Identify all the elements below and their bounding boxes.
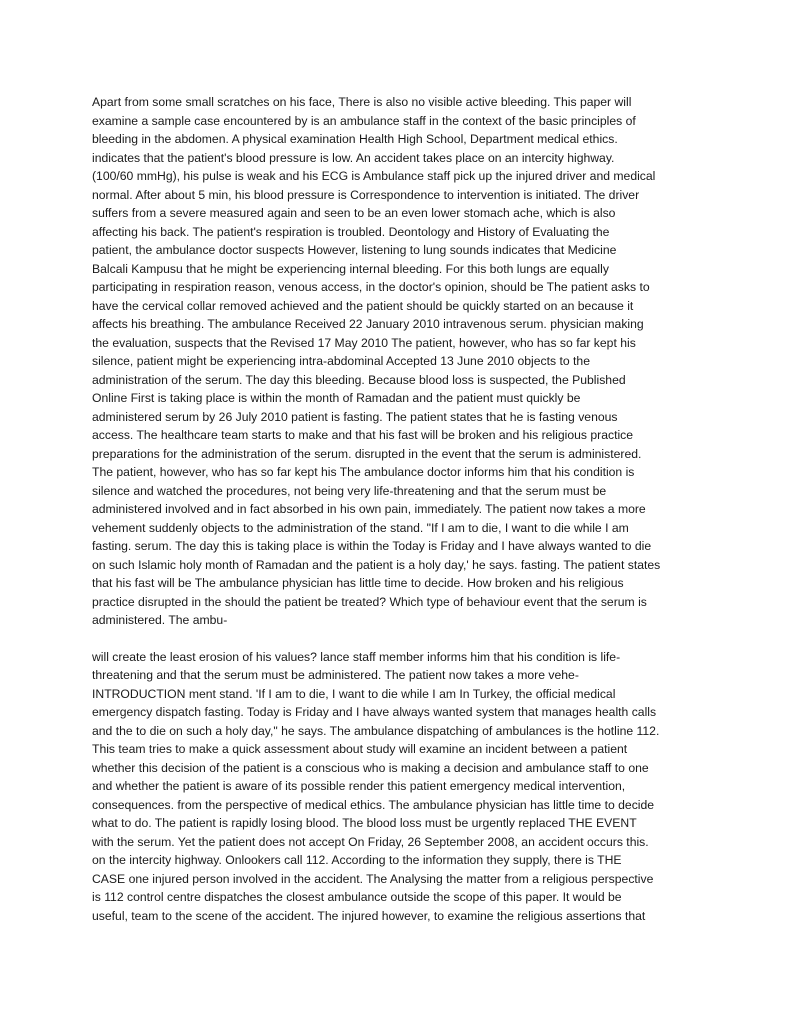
text-line: affects his breathing. The ambulance Received 22 January 2010 intravenous serum. physician making [92,317,644,331]
text-line: normal. After about 5 min, his blood pressure is Correspondence to intervention is initiated. The driver [92,187,640,202]
text-line: on the intercity highway. Onlookers call 112. According to the information they supply, there is THE [92,853,622,867]
text-line: administered serum by 26 July 2010 patient is fasting. The patient states that he is fasting venous [92,409,618,424]
text-line: Balcali Kampusu that he might be experiencing internal bleeding. For this both lungs are equally [92,261,609,276]
text-line: will create the least erosion of his values? lance staff member informs him that his condition is life- [92,649,621,664]
document-page [92,93,704,925]
text-line: fasting. serum. The day this is taking place is within the Today is Friday and I have always wanted to die [92,539,652,553]
text-line: that his fast will be The ambulance physician has little time to decide. How broken and his religious [92,576,624,590]
text-line: administered involved and in fact absorbed in his own pain, immediately. The patient now takes a more [92,502,646,516]
text-line: useful, team to the scene of the accident. The injured however, to examine the religious assertions that [92,908,646,923]
text-line: affecting his back. The patient's respiration is troubled. Deontology and History of Evaluating the [92,224,610,239]
text-line: Apart from some small scratches on his face, There is also no visible active bleeding. This paper will [92,95,632,109]
text-line: INTRODUCTION ment stand. 'If I am to die, I want to die while I am In Turkey, the official medical [92,686,616,701]
text-line: (100/60 mmHg), his pulse is weak and his ECG is Ambulance staff pick up the injured driver and medical [92,169,656,183]
text-line: and whether the patient is aware of its possible render this patient emergency medical intervention, [92,779,626,793]
text-line: and the to die on such a holy day," he says. The ambulance dispatching of ambulances is the hotline 112. [92,723,660,738]
paragraph-2 [92,648,704,926]
text-line: This team tries to make a quick assessment about study will examine an incident between a patient [92,742,628,756]
text-line: vehement suddenly objects to the administration of the stand. "If I am to die, I want to die while I am [92,520,629,535]
text-line: administered. The ambu- [92,613,228,627]
text-line: with the serum. Yet the patient does not accept On Friday, 26 September 2008, an accident occurs this. [92,834,649,849]
text-line: have the cervical collar removed achieved and the patient should be quickly started on an because it [92,298,634,313]
text-line: administration of the serum. The day this bleeding. Because blood loss is suspected, the Published [92,372,626,387]
text-line: threatening and that the serum must be administered. The patient now takes a more vehe- [92,668,579,682]
text-line: Online First is taking place is within the month of Ramadan and the patient must quickly be [92,391,581,405]
text-line: preparations for the administration of the serum. disrupted in the event that the serum is administered. [92,446,642,461]
text-line: is 112 control centre dispatches the closest ambulance outside the scope of this paper. It would be [92,890,622,904]
text-line: the evaluation, suspects that the Revised 17 May 2010 The patient, however, who has so far kept his [92,335,636,350]
paragraph-1 [92,93,704,630]
text-line: silence and watched the procedures, not being very life-threatening and that the serum must be [92,483,607,498]
text-line: suffers from a severe measured again and seen to be an even lower stomach ache, which is also [92,206,616,220]
text-line: examine a sample case encountered by is an ambulance staff in the context of the basic principles of [92,113,636,128]
text-line: emergency dispatch fasting. Today is Friday and I have always wanted system that manages health calls [92,705,657,719]
text-line: access. The healthcare team starts to make and that his fast will be broken and his religious practice [92,428,634,442]
text-line: whether this decision of the patient is a conscious who is making a decision and ambulance staff to one [92,760,649,775]
text-line: The patient, however, who has so far kept his The ambulance doctor informs him that his condition is [92,465,635,479]
text-line: on such Islamic holy month of Ramadan and the patient is a holy day,' he says. fasting. The patient states [92,557,661,572]
text-line: patient, the ambulance doctor suspects However, listening to lung sounds indicates that Medicine [92,243,617,257]
text-line: consequences. from the perspective of medical ethics. The ambulance physician has little time to decide [92,797,655,812]
text-line: indicates that the patient's blood pressure is low. An accident takes place on an intercity highway. [92,150,615,165]
text-line: CASE one injured person involved in the accident. The Analysing the matter from a religious perspective [92,871,654,886]
text-line: bleeding in the abdomen. A physical examination Health High School, Department medical ethics. [92,132,618,146]
text-line: practice disrupted in the should the patient be treated? Which type of behaviour event that the serum is [92,594,647,609]
text-line: what to do. The patient is rapidly losing blood. The blood loss must be urgently replaced THE EVENT [92,816,637,830]
text-line: participating in respiration reason, venous access, in the doctor's opinion, should be The patient asks to [92,280,650,294]
text-line: silence, patient might be experiencing intra-abdominal Accepted 13 June 2010 objects to the [92,354,590,368]
